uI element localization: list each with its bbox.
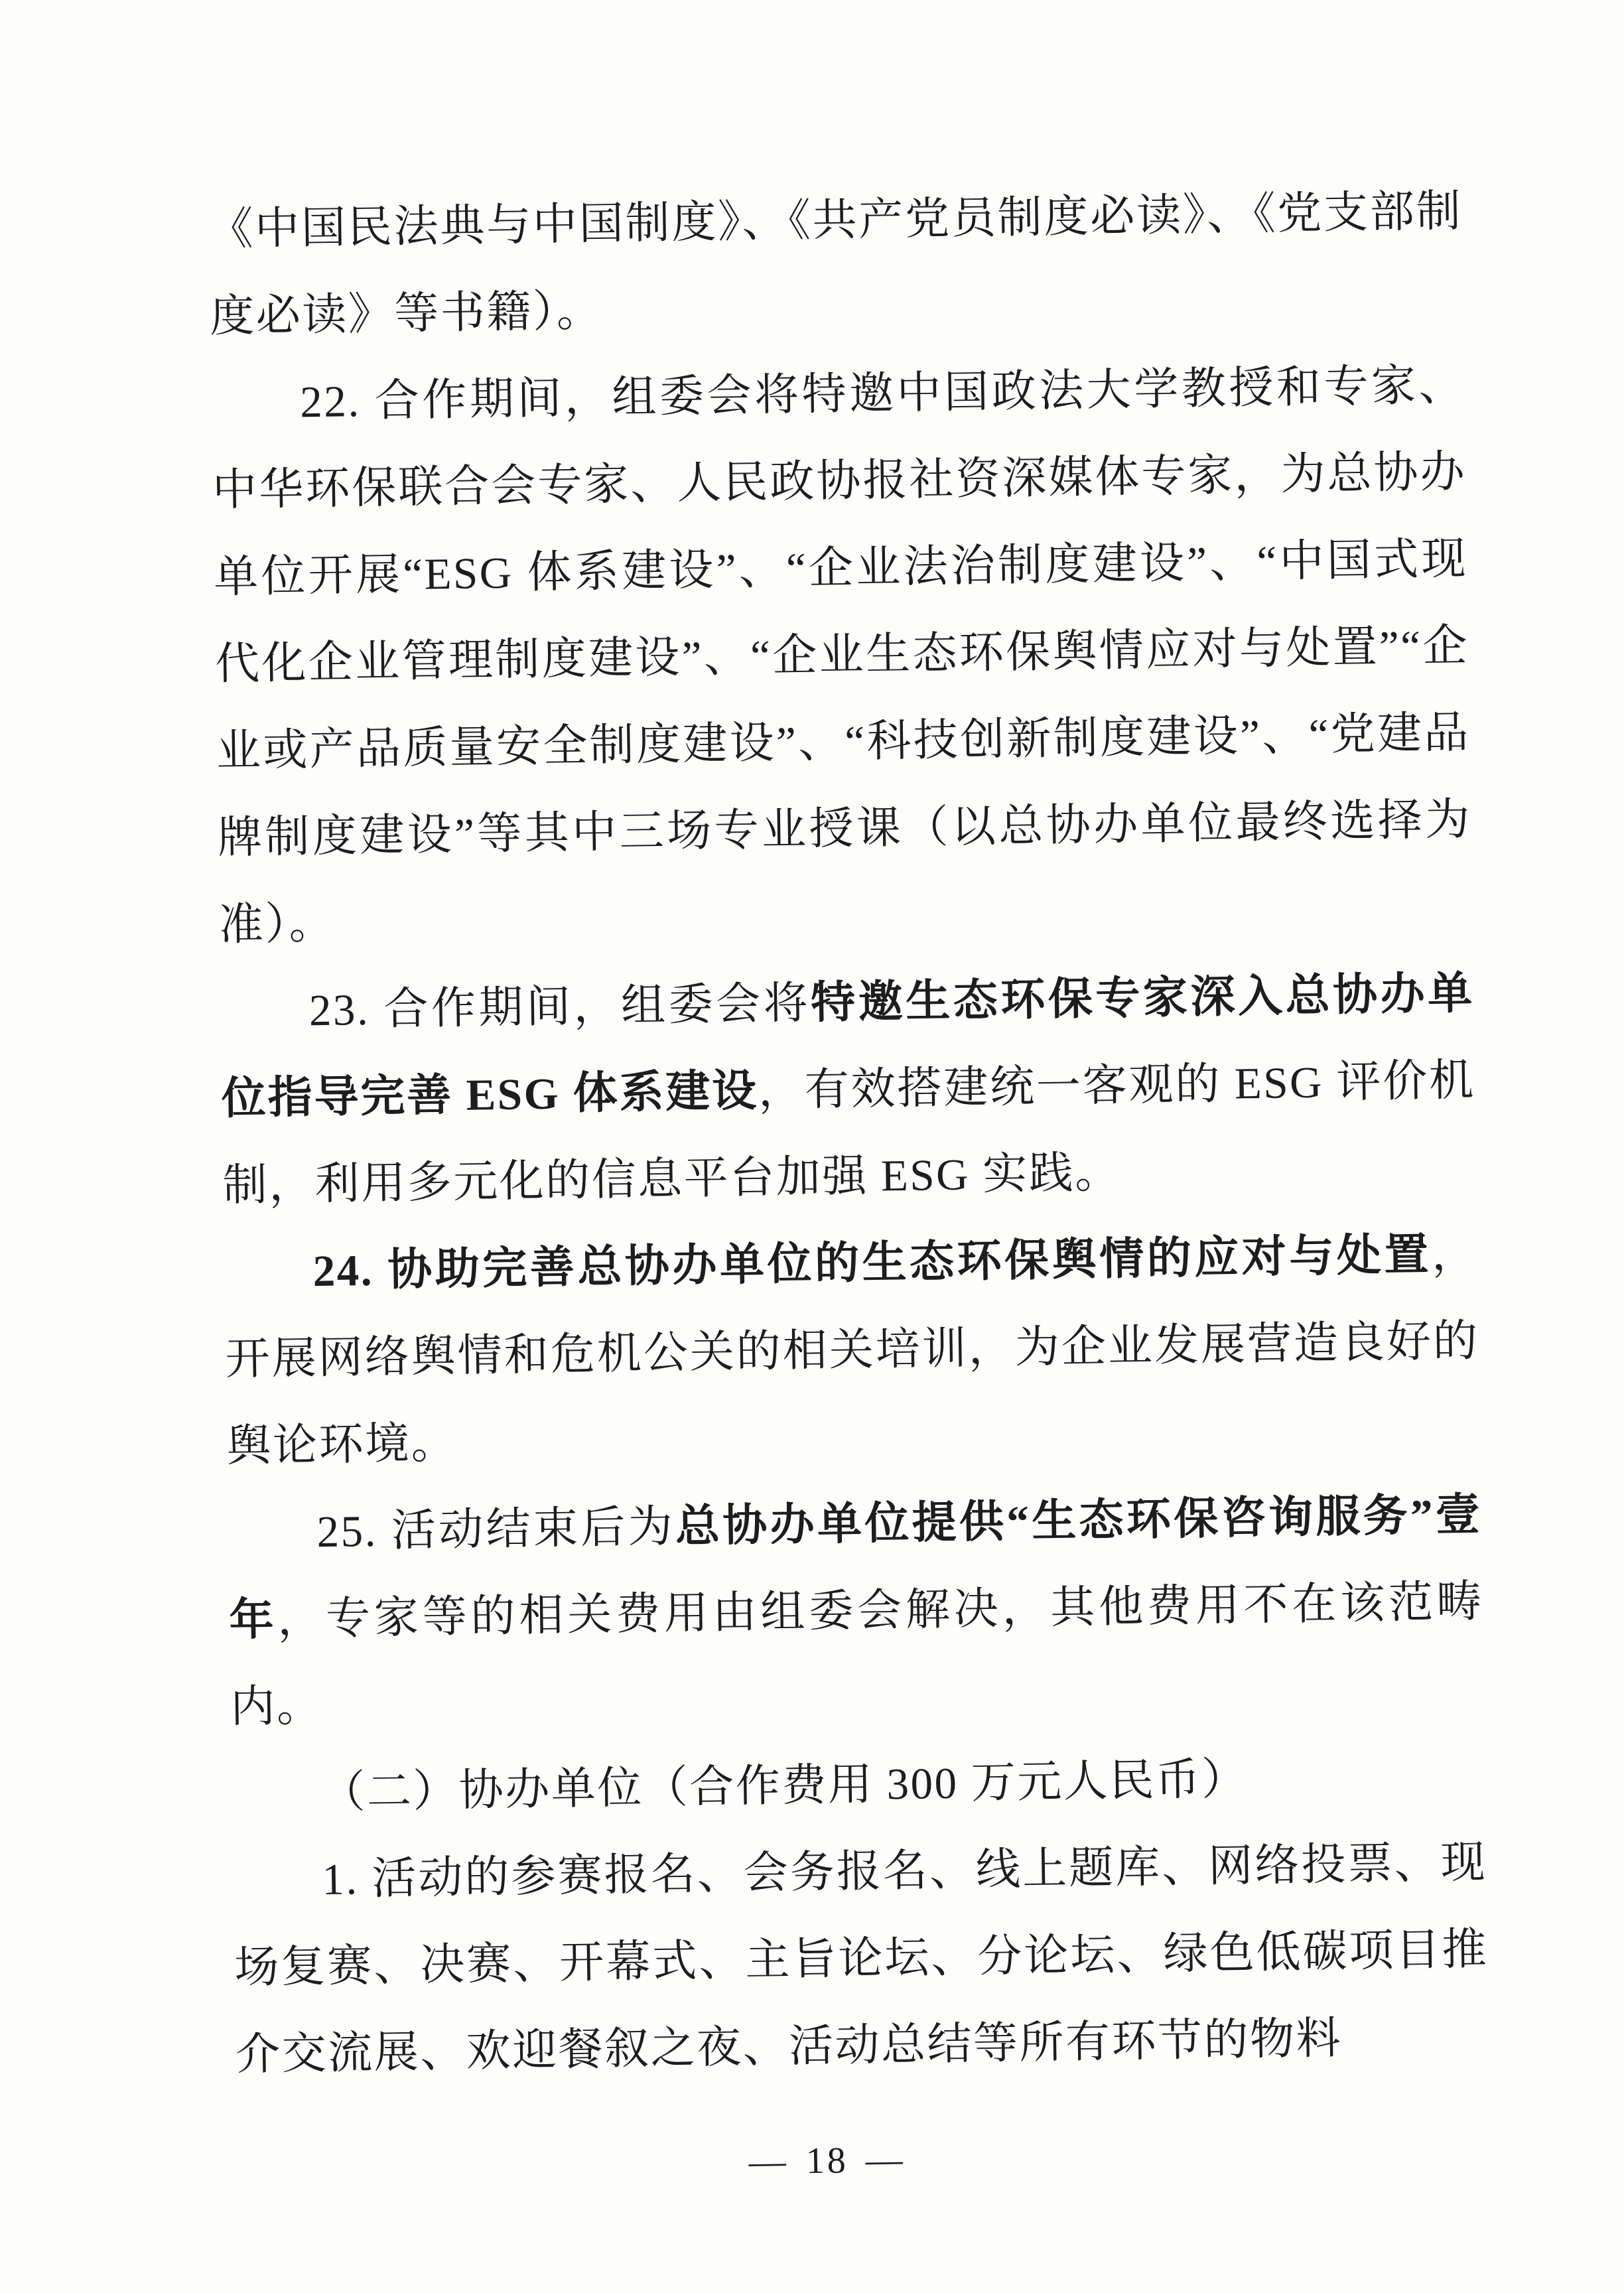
- page-number: 18: [805, 2140, 849, 2182]
- text-run: ，开展网络舆情和危机公关的相关培训，为企业发展营造良好的舆论环境。: [225, 1229, 1480, 1472]
- text-run: 《中国民法典与中国制度》、《共产党员制度必读》、《党支部制度必读》等书籍）。: [208, 186, 1463, 342]
- footer-left-dash: —: [748, 2140, 789, 2183]
- paragraph-item-22: [210, 342, 1473, 969]
- text-run-bold: 24. 协助完善总协办单位的生态环保舆情的应对与处置: [312, 1230, 1432, 1296]
- text-run: ，专家等的相关费用由组委会解决，其他费用不在该范畴内。: [230, 1577, 1483, 1732]
- paragraph-item-1: [232, 1819, 1490, 2099]
- text-run-bold: 总协办单位提供“生态环保咨询服务”壹年: [228, 1490, 1482, 1645]
- text-run-bold: 特邀生态环保专家深入总协办单位指导完善 ESG 体系建设: [221, 969, 1475, 1124]
- paragraph-item-25: [228, 1472, 1485, 1751]
- page-footer: [15, 2126, 1624, 2196]
- text-run: （二）协办单位（合作费用 300 万元人民币）: [320, 1754, 1249, 1818]
- text-run: 25. 活动结束后为: [316, 1502, 676, 1557]
- footer-right-dash: —: [865, 2139, 906, 2181]
- document-body: [208, 168, 1490, 2099]
- text-run: 23. 合作期间，组委会将: [308, 979, 811, 1036]
- paragraph-item-24: [224, 1211, 1481, 1490]
- text-run: ，有效搭建统一客观的 ESG 评价机制，利用多元化的信息平台加强 ESG 实践。: [222, 1056, 1476, 1211]
- text-run: 22. 合作期间，组委会将特邀中国政法大学教授和专家、中华环保联合会专家、人民政协报社资深媒体专家，为总协办单位开展“ESG 体系建设”、“企业法治制度建设”、“中国式现代化企业管理制度建设”、“企业生态环保舆情应对与处置”“企业或产品质量安全制度建设”、“科技创新制度建设”、“党建品牌制度建设”等其中三场专业授课（以总协办单位最终选择为准）。: [212, 360, 1472, 950]
- paragraph-books-continuation: [208, 168, 1464, 360]
- text-run: 1. 活动的参赛报名、会务报名、线上题库、网络投票、现场复赛、决赛、开幕式、主旨论坛、分论坛、绿色低碳项目推介交流展、欢迎餐叙之夜、活动总结等所有环节的物料: [234, 1838, 1489, 2080]
- paragraph-item-23: [220, 950, 1477, 1229]
